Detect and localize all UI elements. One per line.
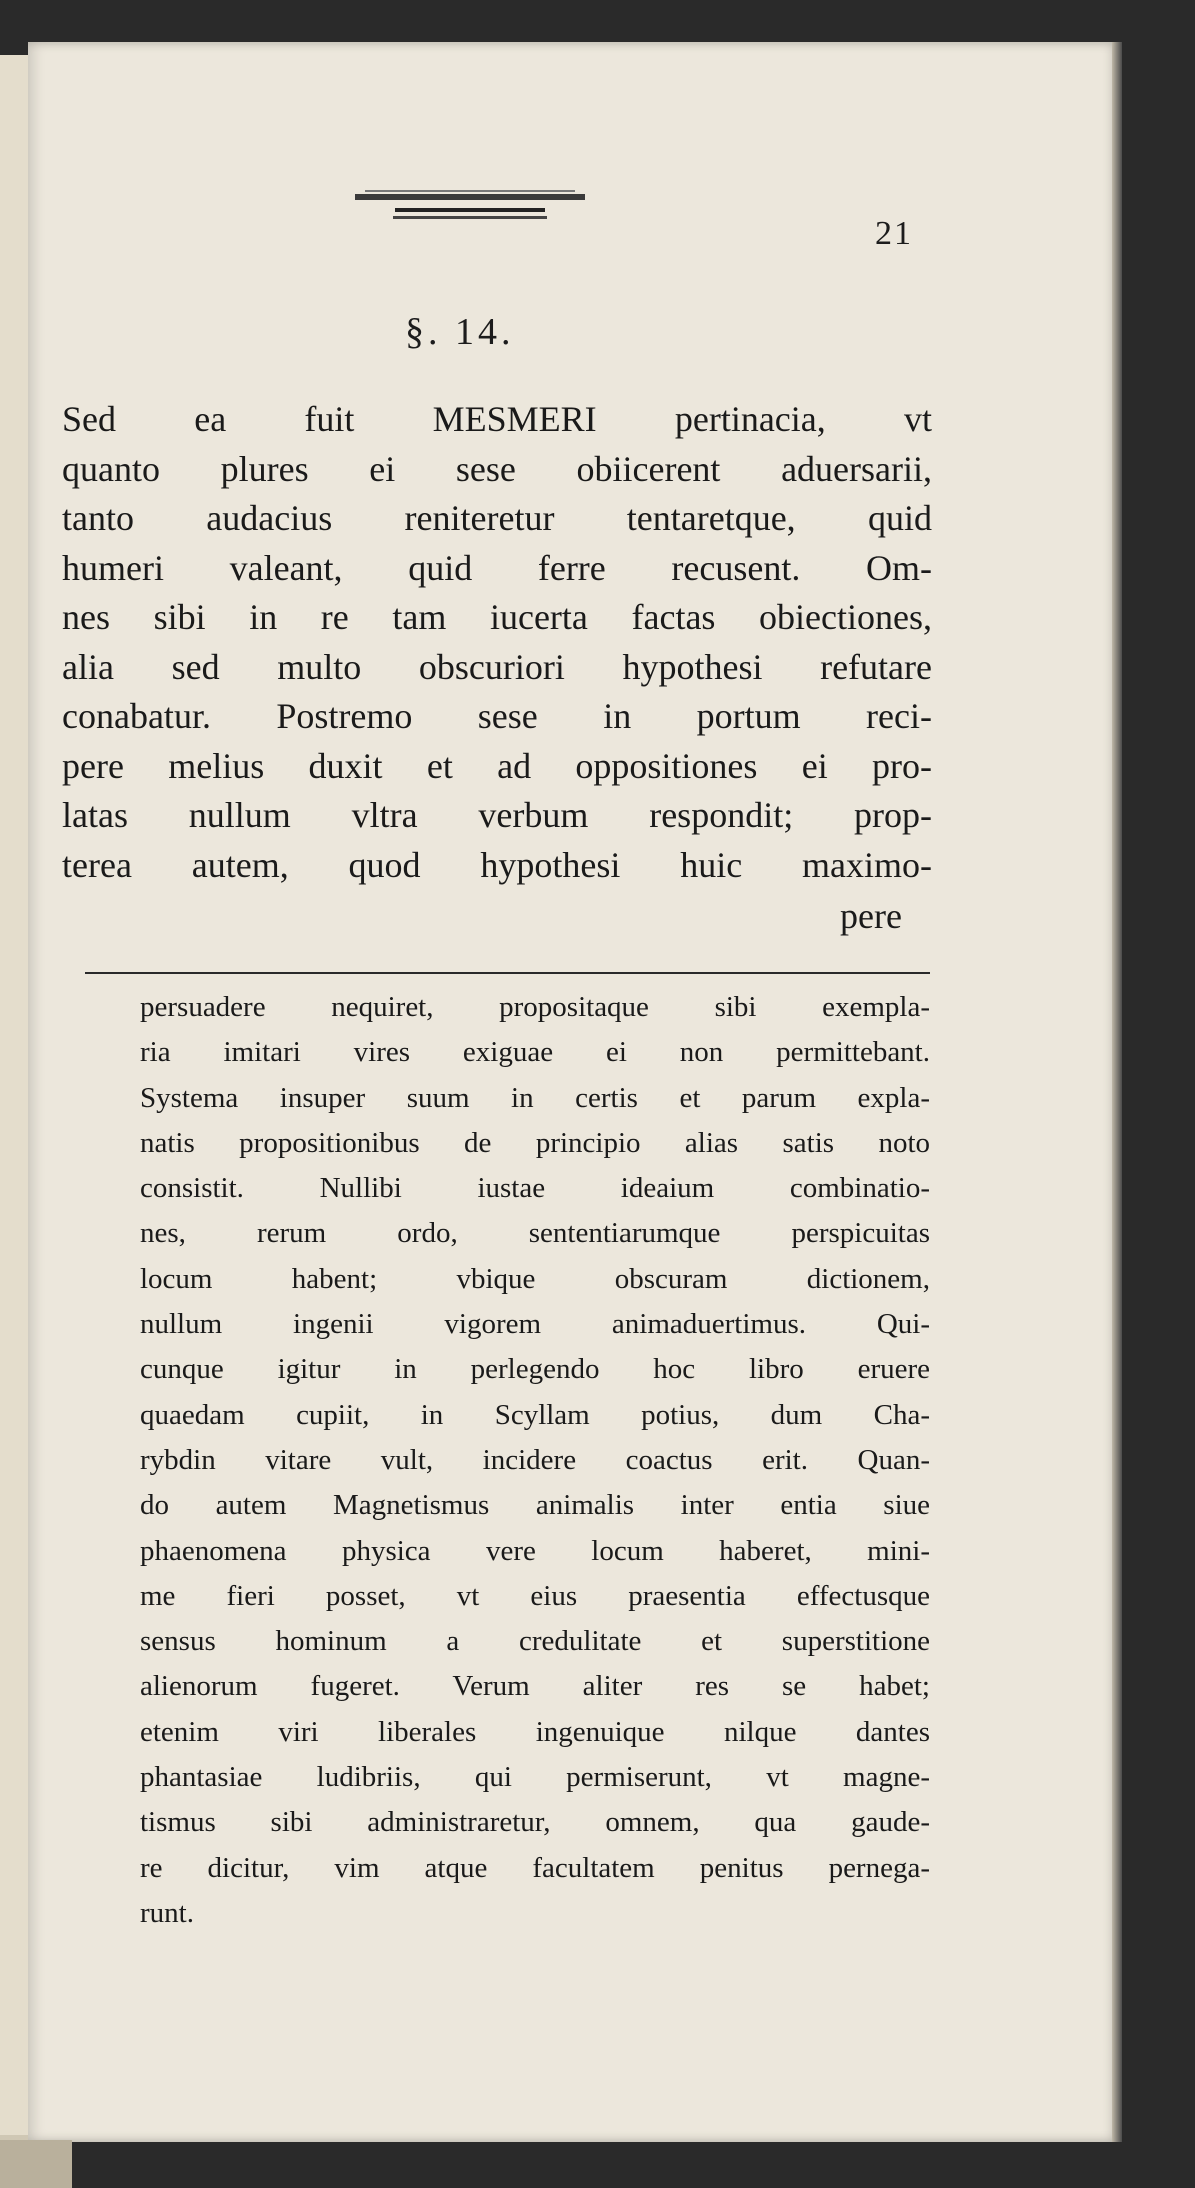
text-line: Sed ea fuit MESMERI pertinacia, vt bbox=[62, 399, 932, 439]
footnote-line: phaenomena physica vere locum haberet, mini- bbox=[140, 1534, 930, 1567]
footnote-block bbox=[140, 985, 930, 1936]
footnote-line: consistit. Nullibi iustae ideaium combinatio- bbox=[140, 1172, 930, 1205]
corner-tab bbox=[0, 2140, 72, 2188]
text-line: alia sed multo obscuriori hypothesi refutare bbox=[62, 646, 932, 687]
text-line: quanto plures ei sese obiicerent aduersarii, bbox=[62, 448, 932, 489]
footnote-line: ria imitari vires exiguae ei non permittebant. bbox=[140, 1036, 930, 1069]
footnote-line: natis propositionibus de principio alias satis noto bbox=[140, 1126, 930, 1159]
footnote-line: me fieri posset, vt eius praesentia effectusque bbox=[140, 1579, 930, 1612]
footnote-line: cunque igitur in perlegendo hoc libro eruere bbox=[140, 1353, 930, 1386]
text-line: humeri valeant, quid ferre recusent. Om- bbox=[62, 547, 932, 588]
footnote-line: do autem Magnetismus animalis inter entia siue bbox=[140, 1489, 930, 1522]
footnote-line: Systema insuper suum in certis et parum expla- bbox=[140, 1081, 930, 1114]
text-line: latas nullum vltra verbum respondit; prop- bbox=[62, 795, 932, 835]
footnote-line: etenim viri liberales ingenuique nilque dantes bbox=[140, 1715, 930, 1748]
footnote-line: sensus hominum a credulitate et superstitione bbox=[140, 1625, 930, 1658]
text-line: pere melius duxit et ad oppositiones ei pro- bbox=[62, 745, 932, 786]
footnote-line: phantasiae ludibriis, qui permiserunt, vt magne- bbox=[140, 1761, 930, 1794]
text-line: nes sibi in re tam iucerta factas obiectiones, bbox=[62, 597, 932, 637]
previous-page-edge bbox=[0, 55, 30, 2135]
footnote-line: quaedam cupiit, in Scyllam potius, dum Cha- bbox=[140, 1398, 930, 1431]
section-heading: §. 14. bbox=[405, 311, 515, 353]
main-text-block bbox=[62, 395, 932, 890]
text-line: conabatur. Postremo sese in portum reci- bbox=[62, 696, 932, 736]
footnote-line: nes, rerum ordo, sententiarumque perspicuitas bbox=[140, 1217, 930, 1250]
footnote-line: runt. bbox=[140, 1896, 194, 1929]
footnote-line: persuadere nequiret, propositaque sibi exempla- bbox=[140, 991, 930, 1023]
footnote-line: alienorum fugeret. Verum aliter res se habet; bbox=[140, 1670, 930, 1703]
footnote-line: nullum ingenii vigorem animaduertimus. Qui- bbox=[140, 1308, 930, 1341]
header-ornament bbox=[355, 150, 585, 230]
text-line: terea autem, quod hypothesi huic maximo- bbox=[62, 844, 932, 885]
footnote-line: locum habent; vbique obscuram dictionem, bbox=[140, 1262, 930, 1295]
footnote-line: tismus sibi administraretur, omnem, qua gaude- bbox=[140, 1806, 930, 1839]
page-number: 21 bbox=[875, 215, 913, 252]
text-line: tanto audacius reniteretur tentaretque, quid bbox=[62, 498, 932, 538]
catchword: pere bbox=[840, 896, 902, 936]
footnote-line: re dicitur, vim atque facultatem penitus pernega- bbox=[140, 1851, 930, 1884]
footnote-rule bbox=[85, 972, 930, 974]
page-right-edge bbox=[1112, 42, 1122, 2142]
footnote-line: rybdin vitare vult, incidere coactus erit. Quan- bbox=[140, 1443, 930, 1476]
